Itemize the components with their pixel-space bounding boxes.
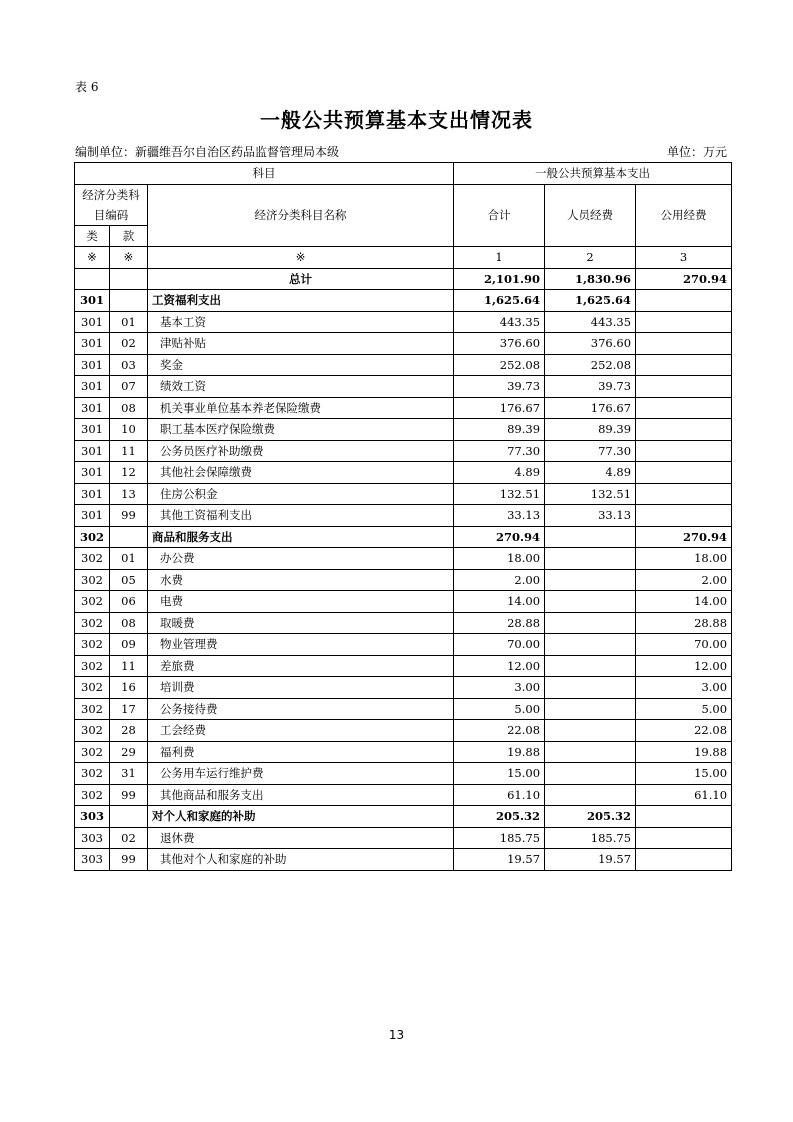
row-total: 4.89 [454, 462, 545, 484]
row-kuan: 01 [110, 548, 148, 570]
header-personnel: 人员经费 [545, 184, 636, 247]
row-personnel: 33.13 [545, 505, 636, 527]
table-row [75, 548, 732, 570]
row-personnel: 443.35 [545, 311, 636, 333]
row-total: 33.13 [454, 505, 545, 527]
table-row [75, 290, 732, 312]
row-name: 职工基本医疗保险缴费 [148, 419, 454, 441]
row-personnel [545, 612, 636, 634]
row-personnel [545, 720, 636, 742]
row-name: 津贴补贴 [148, 333, 454, 355]
page-title: 一般公共预算基本支出情况表 [260, 108, 533, 132]
row-kuan: 10 [110, 419, 148, 441]
row-public: 2.00 [636, 569, 732, 591]
row-name: 差旅费 [148, 655, 454, 677]
row-name: 绩效工资 [148, 376, 454, 398]
row-lei: 302 [75, 569, 110, 591]
row-public [636, 827, 732, 849]
header-code-line2: 目编码 [93, 207, 129, 222]
row-total: 5.00 [454, 698, 545, 720]
row-kuan: 08 [110, 612, 148, 634]
header-subject: 科目 [75, 163, 454, 185]
row-lei: 302 [75, 591, 110, 613]
row-personnel [545, 526, 636, 548]
row-personnel [545, 677, 636, 699]
row-name: 其他对个人和家庭的补助 [148, 849, 454, 871]
table-row [75, 505, 732, 527]
row-public: 15.00 [636, 763, 732, 785]
row-total: 252.08 [454, 354, 545, 376]
mark-lei: ※ [75, 247, 110, 269]
header-expenditure: 一般公共预算基本支出 [454, 163, 732, 185]
row-lei: 301 [75, 419, 110, 441]
table-row [75, 698, 732, 720]
row-public [636, 376, 732, 398]
row-total: 61.10 [454, 784, 545, 806]
row-personnel: 376.60 [545, 333, 636, 355]
col-index-1: 1 [454, 247, 545, 269]
row-public [636, 440, 732, 462]
row-lei: 301 [75, 505, 110, 527]
row-kuan: 28 [110, 720, 148, 742]
row-total: 132.51 [454, 483, 545, 505]
table-row [75, 483, 732, 505]
grand-total-row [75, 268, 732, 290]
row-name: 水费 [148, 569, 454, 591]
row-kuan: 12 [110, 462, 148, 484]
row-personnel: 39.73 [545, 376, 636, 398]
row-public: 12.00 [636, 655, 732, 677]
row-personnel: 1,625.64 [545, 290, 636, 312]
row-lei: 302 [75, 698, 110, 720]
row-name: 培训费 [148, 677, 454, 699]
row-personnel: 4.89 [545, 462, 636, 484]
table-row [75, 462, 732, 484]
grand-total-lei [75, 268, 110, 290]
row-kuan: 03 [110, 354, 148, 376]
row-lei: 301 [75, 483, 110, 505]
row-name: 公务接待费 [148, 698, 454, 720]
row-personnel [545, 698, 636, 720]
row-name: 物业管理费 [148, 634, 454, 656]
row-total: 39.73 [454, 376, 545, 398]
row-kuan: 13 [110, 483, 148, 505]
row-public [636, 354, 732, 376]
row-public [636, 505, 732, 527]
row-public: 14.00 [636, 591, 732, 613]
row-public [636, 397, 732, 419]
col-index-2: 2 [545, 247, 636, 269]
row-kuan: 99 [110, 849, 148, 871]
table-row [75, 677, 732, 699]
row-public: 70.00 [636, 634, 732, 656]
row-lei: 301 [75, 462, 110, 484]
row-kuan: 07 [110, 376, 148, 398]
row-lei: 303 [75, 849, 110, 871]
row-kuan: 01 [110, 311, 148, 333]
row-name: 电费 [148, 591, 454, 613]
row-lei: 303 [75, 806, 110, 828]
row-kuan: 06 [110, 591, 148, 613]
table-row [75, 333, 732, 355]
row-name: 住房公积金 [148, 483, 454, 505]
header-code-line1: 经济分类科 [82, 187, 140, 202]
row-public: 61.10 [636, 784, 732, 806]
budget-table [74, 162, 732, 871]
row-name: 机关事业单位基本养老保险缴费 [148, 397, 454, 419]
header-kuan: 款 [110, 225, 148, 247]
grand-total-public: 270.94 [636, 268, 732, 290]
row-lei: 302 [75, 720, 110, 742]
row-name: 奖金 [148, 354, 454, 376]
row-total: 2.00 [454, 569, 545, 591]
row-name: 退休费 [148, 827, 454, 849]
row-total: 89.39 [454, 419, 545, 441]
row-kuan: 08 [110, 397, 148, 419]
table-row [75, 720, 732, 742]
page-number: 13 [388, 1028, 405, 1042]
row-name: 公务员医疗补助缴费 [148, 440, 454, 462]
row-kuan: 29 [110, 741, 148, 763]
row-lei: 301 [75, 440, 110, 462]
row-total: 443.35 [454, 311, 545, 333]
row-lei: 301 [75, 333, 110, 355]
row-personnel: 132.51 [545, 483, 636, 505]
row-total: 176.67 [454, 397, 545, 419]
row-public [636, 849, 732, 871]
row-public [636, 290, 732, 312]
row-kuan: 16 [110, 677, 148, 699]
row-lei: 302 [75, 548, 110, 570]
row-personnel [545, 548, 636, 570]
row-lei: 301 [75, 354, 110, 376]
row-total: 3.00 [454, 677, 545, 699]
table-row [75, 440, 732, 462]
row-lei: 301 [75, 311, 110, 333]
row-name: 工会经费 [148, 720, 454, 742]
row-personnel [545, 763, 636, 785]
row-lei: 302 [75, 784, 110, 806]
row-personnel: 252.08 [545, 354, 636, 376]
table-row [75, 612, 732, 634]
row-name: 工资福利支出 [148, 290, 454, 312]
row-kuan: 11 [110, 440, 148, 462]
row-name: 公务用车运行维护费 [148, 763, 454, 785]
row-public [636, 311, 732, 333]
row-personnel: 176.67 [545, 397, 636, 419]
row-personnel [545, 569, 636, 591]
row-lei: 302 [75, 526, 110, 548]
row-lei: 302 [75, 612, 110, 634]
row-public: 22.08 [636, 720, 732, 742]
table-row [75, 419, 732, 441]
row-public: 18.00 [636, 548, 732, 570]
row-total: 70.00 [454, 634, 545, 656]
table-row [75, 376, 732, 398]
row-personnel [545, 591, 636, 613]
table-row [75, 634, 732, 656]
row-kuan: 02 [110, 333, 148, 355]
row-public: 19.88 [636, 741, 732, 763]
row-personnel [545, 634, 636, 656]
row-total: 12.00 [454, 655, 545, 677]
row-total: 185.75 [454, 827, 545, 849]
row-total: 19.88 [454, 741, 545, 763]
row-name: 商品和服务支出 [148, 526, 454, 548]
grand-total-total: 2,101.90 [454, 268, 545, 290]
row-total: 270.94 [454, 526, 545, 548]
row-total: 28.88 [454, 612, 545, 634]
header-total: 合计 [454, 184, 545, 247]
table-row [75, 354, 732, 376]
row-total: 14.00 [454, 591, 545, 613]
row-total: 19.57 [454, 849, 545, 871]
row-public [636, 333, 732, 355]
table-meta [75, 143, 727, 160]
row-public: 28.88 [636, 612, 732, 634]
row-personnel: 185.75 [545, 827, 636, 849]
row-lei: 302 [75, 763, 110, 785]
row-personnel: 77.30 [545, 440, 636, 462]
row-name: 其他商品和服务支出 [148, 784, 454, 806]
row-total: 15.00 [454, 763, 545, 785]
table-row [75, 741, 732, 763]
row-kuan: 02 [110, 827, 148, 849]
table-row [75, 311, 732, 333]
row-name: 基本工资 [148, 311, 454, 333]
row-personnel: 89.39 [545, 419, 636, 441]
grand-total-label: 总计 [148, 268, 454, 290]
header-lei: 类 [75, 225, 110, 247]
table-row [75, 655, 732, 677]
table-row [75, 806, 732, 828]
row-lei: 301 [75, 376, 110, 398]
row-lei: 302 [75, 741, 110, 763]
table-row [75, 569, 732, 591]
table-row [75, 397, 732, 419]
header-code [75, 184, 148, 225]
row-kuan [110, 806, 148, 828]
table-row [75, 827, 732, 849]
unit-organization: 编制单位：新疆维吾尔自治区药品监督管理局本级 [75, 145, 340, 159]
header-name: 经济分类科目名称 [148, 184, 454, 247]
row-kuan: 99 [110, 505, 148, 527]
row-total: 376.60 [454, 333, 545, 355]
row-name: 其他工资福利支出 [148, 505, 454, 527]
row-total: 1,625.64 [454, 290, 545, 312]
mark-name: ※ [148, 247, 454, 269]
row-total: 22.08 [454, 720, 545, 742]
row-personnel: 19.57 [545, 849, 636, 871]
row-name: 取暖费 [148, 612, 454, 634]
row-kuan: 31 [110, 763, 148, 785]
row-lei: 301 [75, 397, 110, 419]
table-tag: 表 6 [75, 80, 99, 94]
row-public [636, 806, 732, 828]
table-row [75, 591, 732, 613]
row-personnel [545, 784, 636, 806]
table-row [75, 849, 732, 871]
row-public: 270.94 [636, 526, 732, 548]
row-kuan: 99 [110, 784, 148, 806]
row-public [636, 483, 732, 505]
table-row [75, 784, 732, 806]
row-public [636, 419, 732, 441]
row-lei: 302 [75, 655, 110, 677]
row-kuan [110, 526, 148, 548]
mark-kuan: ※ [110, 247, 148, 269]
row-name: 福利费 [148, 741, 454, 763]
row-lei: 301 [75, 290, 110, 312]
header-public: 公用经费 [636, 184, 732, 247]
table-row [75, 526, 732, 548]
row-lei: 302 [75, 634, 110, 656]
row-lei: 302 [75, 677, 110, 699]
row-kuan: 09 [110, 634, 148, 656]
row-personnel [545, 741, 636, 763]
row-total: 77.30 [454, 440, 545, 462]
grand-total-personnel: 1,830.96 [545, 268, 636, 290]
row-lei: 303 [75, 827, 110, 849]
row-name: 办公费 [148, 548, 454, 570]
row-total: 18.00 [454, 548, 545, 570]
row-kuan [110, 290, 148, 312]
row-public [636, 462, 732, 484]
row-public: 3.00 [636, 677, 732, 699]
row-name: 其他社会保障缴费 [148, 462, 454, 484]
grand-total-kuan [110, 268, 148, 290]
row-personnel [545, 655, 636, 677]
row-kuan: 05 [110, 569, 148, 591]
row-name: 对个人和家庭的补助 [148, 806, 454, 828]
table-row [75, 763, 732, 785]
row-total: 205.32 [454, 806, 545, 828]
unit-currency: 单位：万元 [666, 145, 727, 159]
row-kuan: 17 [110, 698, 148, 720]
row-personnel: 205.32 [545, 806, 636, 828]
col-index-3: 3 [636, 247, 732, 269]
row-kuan: 11 [110, 655, 148, 677]
row-public: 5.00 [636, 698, 732, 720]
